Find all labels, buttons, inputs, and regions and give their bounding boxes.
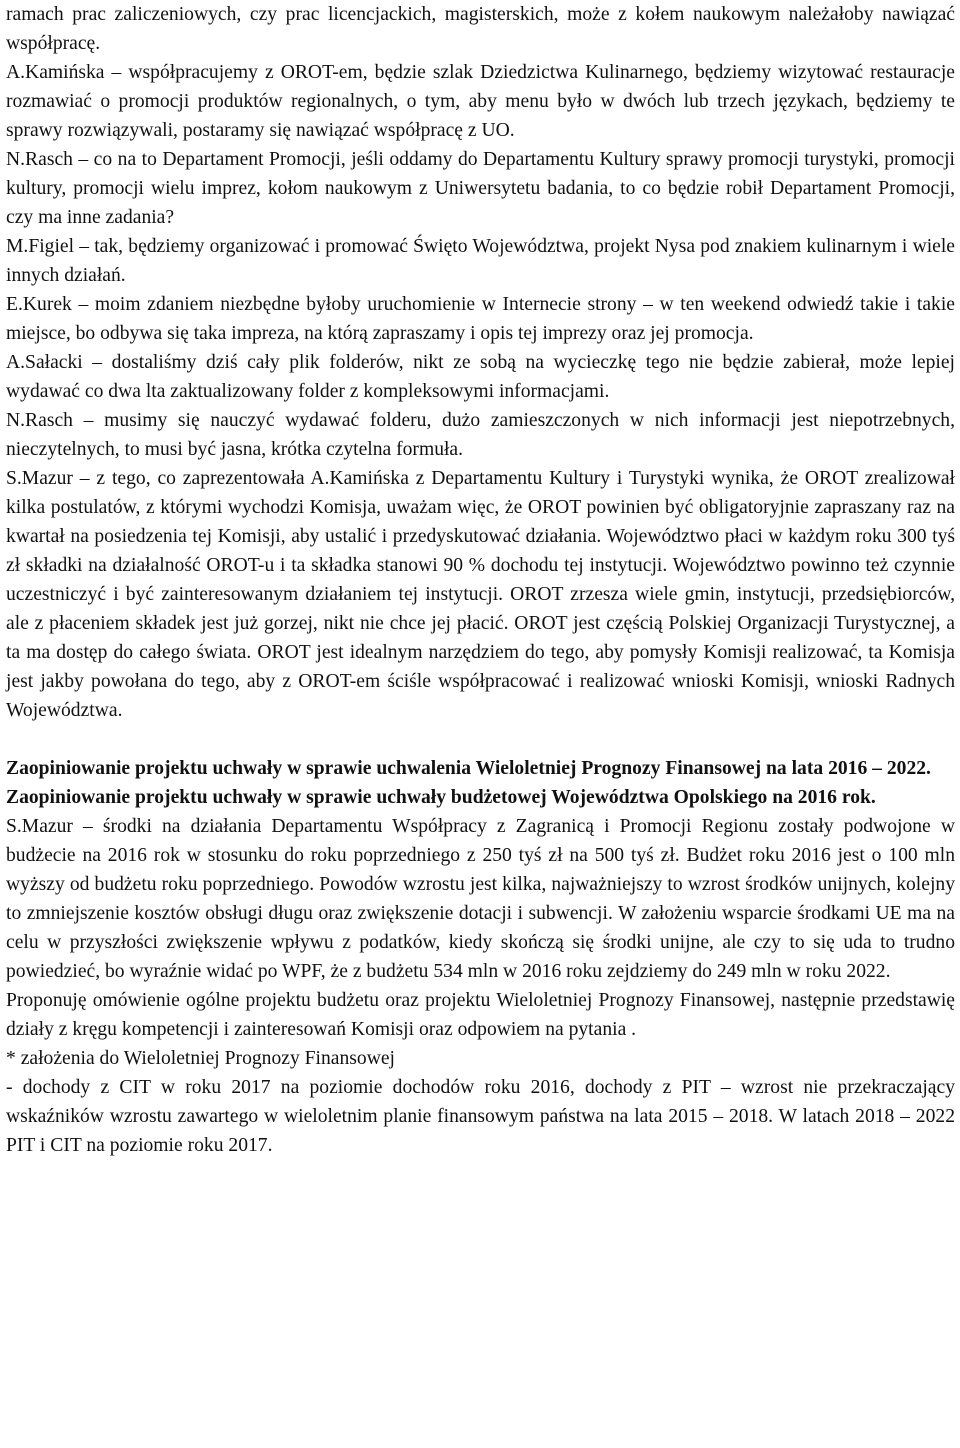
section-heading-wpf: Zaopiniowanie projektu uchwały w sprawie uchwalenia Wieloletniej Prognozy Finansowej na lata 2016 – 2022. <box>6 758 931 779</box>
paragraph-rasch-2: N.Rasch – musimy się nauczyć wydawać folderu, dużo zamieszczonych w nich informacji jest niepotrzebnych, nieczytelnych, to musi być jasna, krótka czytelna formuła. <box>6 410 955 460</box>
paragraph-mazur-2: S.Mazur – środki na działania Departamentu Współpracy z Zagranicą i Promocji Regionu zostały podwojone w budżecie na 2016 rok w stosunku do roku poprzedniego z 250 tyś zł na 500 tyś zł. Budżet roku 2016 jest o 100 mln wyższy od budżetu roku poprzedniego. Powodów wzrostu jest kilka, najważniejszy to wzrost środków unijnych, kolejny to zmniejszenie kosztów obsługi długu oraz zwiększenie dotacji i subwencji. W założeniu wsparcie środkami UE ma na celu w przyszłości zwiększenie wpływu z podatków, kiedy skończą się środki unijne, ale czy to się uda to trudno powiedzieć, bo wyraźnie widać po WPF, że z budżetu 534 mln w 2016 roku zejdziemy do 249 mln w roku 2022. <box>6 816 955 982</box>
paragraph-kaminska: A.Kamińska – współpracujemy z OROT-em, będzie szlak Dziedzictwa Kulinarnego, będziemy wizytować restauracje rozmawiać o promocji produktów regionalnych, o tym, aby menu było w dwóch lub trzech językach, będziemy te sprawy rozwiązywali, postaramy się nawiązać współpracę z UO. <box>6 62 955 141</box>
paragraph-income-cit-pit: - dochody z CIT w roku 2017 na poziomie dochodów roku 2016, dochody z PIT – wzrost nie przekraczający wskaźników wzrostu zawartego w wieloletnim planie finansowym państwa na lata 2015 – 2018. W latach 2018 – 2022 PIT i CIT na poziomie roku 2017. <box>6 1077 955 1156</box>
paragraph-proposal: Proponuję omówienie ogólne projektu budżetu oraz projektu Wieloletniej Prognozy Finansowej, następnie przedstawię działy z kręgu kompetencji i zainteresowań Komisji oraz odpowiem na pytania . <box>6 990 955 1040</box>
section-heading-budget: Zaopiniowanie projektu uchwały w sprawie uchwały budżetowej Województwa Opolskiego na 2016 rok. <box>6 787 876 808</box>
paragraph-salacki: A.Sałacki – dostaliśmy dziś cały plik folderów, nikt ze sobą na wycieczkę tego nie będzie zabierał, może lepiej wydawać co dwa lta zaktualizowany folder z kompleksowymi informacjami. <box>6 352 955 402</box>
paragraph-rasch-1: N.Rasch – co na to Departament Promocji, jeśli oddamy do Departamentu Kultury sprawy promocji turystyki, promocji kultury, promocji wielu imprez, kołom naukowym z Uniwersytetu badania, to co będzie robił Departament Promocji, czy ma inne zadania? <box>6 149 955 228</box>
paragraph-kurek: E.Kurek – moim zdaniem niezbędne byłoby uruchomienie w Internecie strony – w ten weekend odwiedź takie i takie miejsce, bo odbywa się taka impreza, na którą zapraszamy i opis tej imprezy oraz jej promocja. <box>6 294 955 344</box>
paragraph-figiel: M.Figiel – tak, będziemy organizować i promować Święto Województwa, projekt Nysa pod znakiem kulinarnym i wiele innych działań. <box>6 236 955 286</box>
paragraph-assumptions-label: * założenia do Wieloletniej Prognozy Finansowej <box>6 1048 395 1069</box>
paragraph-mazur-1: S.Mazur – z tego, co zaprezentowała A.Kamińska z Departamentu Kultury i Turystyki wynika, że OROT zrealizował kilka postulatów, z którymi wychodzi Komisja, uważam więc, że OROT powinien być obligatoryjnie zapraszany raz na kwartał na posiedzenia tej Komisji, aby ustalić i przedyskutować działania. Województwo płaci w każdym roku 300 tyś zł składki na działalność OROT-u i ta składka stanowi 90 % dochodu tej instytucji. Województwo powinno też czynnie uczestniczyć i być zainteresowanym działaniem tej instytucji. OROT zrzesza wiele gmin, instytucji, przedsiębiorców, ale z płaceniem składek jest już gorzej, nikt nie chce jej płacić. OROT jest częścią Polskiej Organizacji Turystycznej, a ta ma dostęp do całego świata. OROT jest idealnym narzędziem do tego, aby pomysły Komisji realizować, ta Komisja jest jakby powołana do tego, aby z OROT-em ściśle współpracować i realizować wnioski Komisji, wnioski Radnych Województwa. <box>6 468 955 721</box>
paragraph-continuation: ramach prac zaliczeniowych, czy prac licencjackich, magisterskich, może z kołem naukowym należałoby nawiązać współpracę. <box>6 4 955 54</box>
document-page <box>6 0 955 1160</box>
